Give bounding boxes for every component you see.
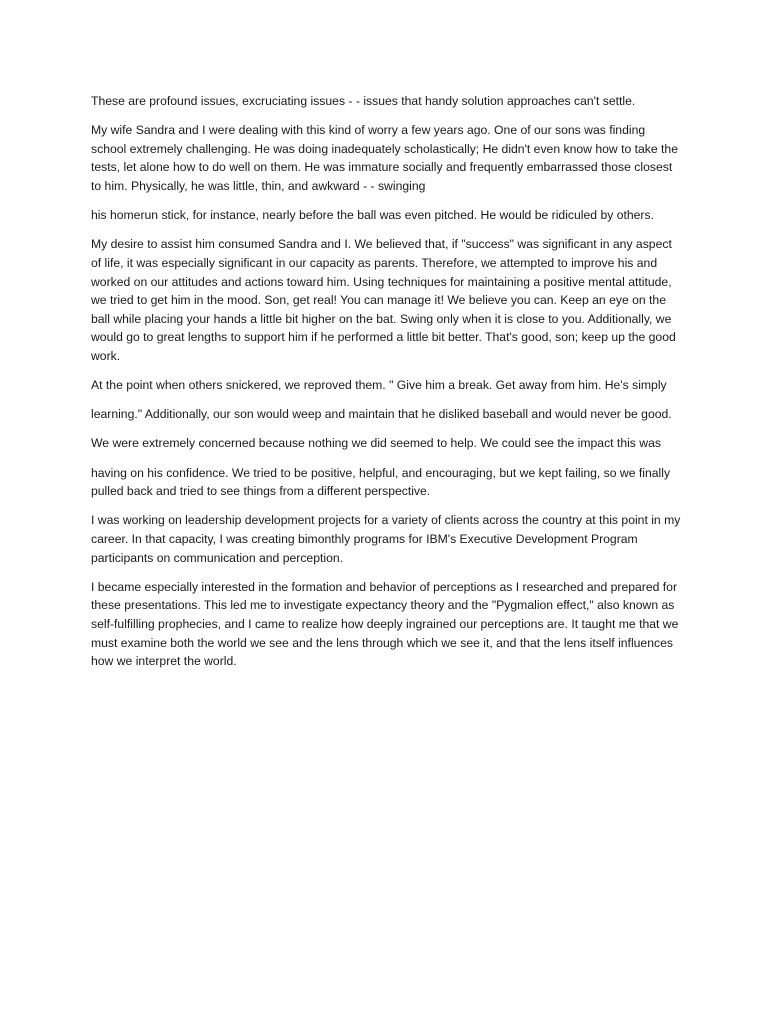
paragraph: having on his confidence. We tried to be positive, helpful, and encouraging, but we kept failing, so we finally pulled back and tried to see things from a different perspective. [91, 465, 671, 499]
paragraph: These are profound issues, excruciating issues - - issues that handy solution approaches can't settle. [91, 94, 636, 108]
paragraph: We were extremely concerned because nothing we did seemed to help. We could see the impact this was [91, 436, 661, 451]
document-body [91, 92, 681, 681]
paragraph: At the point when others snickered, we reproved them. " Give him a break. Get away from him. He's simply [91, 378, 667, 393]
paragraph: I was working on leadership development projects for a variety of clients across the country at this point in my career. In that capacity, I was creating bimonthly programs for IBM's Executive Development Program participants on communication and perception. [91, 513, 681, 565]
paragraph: My wife Sandra and I were dealing with this kind of worry a few years ago. One of our sons was finding school extremely challenging. He was doing inadequately scholastically; He didn't even know how to take the tests, let alone how to do well on them. He was immature socially and frequently embarrassed those closest to him. Physically, he was little, thin, and awkward - - swinging [91, 123, 678, 193]
paragraph: learning." Additionally, our son would weep and maintain that he disliked baseball and would never be good. [91, 407, 672, 422]
paragraph: My desire to assist him consumed Sandra and I. We believed that, if "success" was significant in any aspect of life, it was especially significant in our capacity as parents. Therefore, we attempted to improve his and worked on our attitudes and actions toward him. Using techniques for maintaining a positive mental attitude, we tried to get him in the mood. Son, get real! You can manage it! We believe you can. Keep an eye on the ball while placing your hands a little bit higher on the bat. Swing only when it is close to you. Additionally, we would go to great lengths to support him if he performed a little bit better. That's good, son; keep up the good work. [91, 237, 676, 363]
paragraph: his homerun stick, for instance, nearly before the ball was even pitched. He would be ridiculed by others. [91, 208, 654, 223]
paragraph: I became especially interested in the formation and behavior of perceptions as I researched and prepared for these presentations. This led me to investigate expectancy theory and the "Pygmalion effect," also known as self-fulfilling prophecies, and I came to realize how deeply ingrained our perceptions are. It taught me that we must examine both the world we see and the lens through which we see it, and that the lens itself influences how we interpret the world. [91, 579, 679, 669]
